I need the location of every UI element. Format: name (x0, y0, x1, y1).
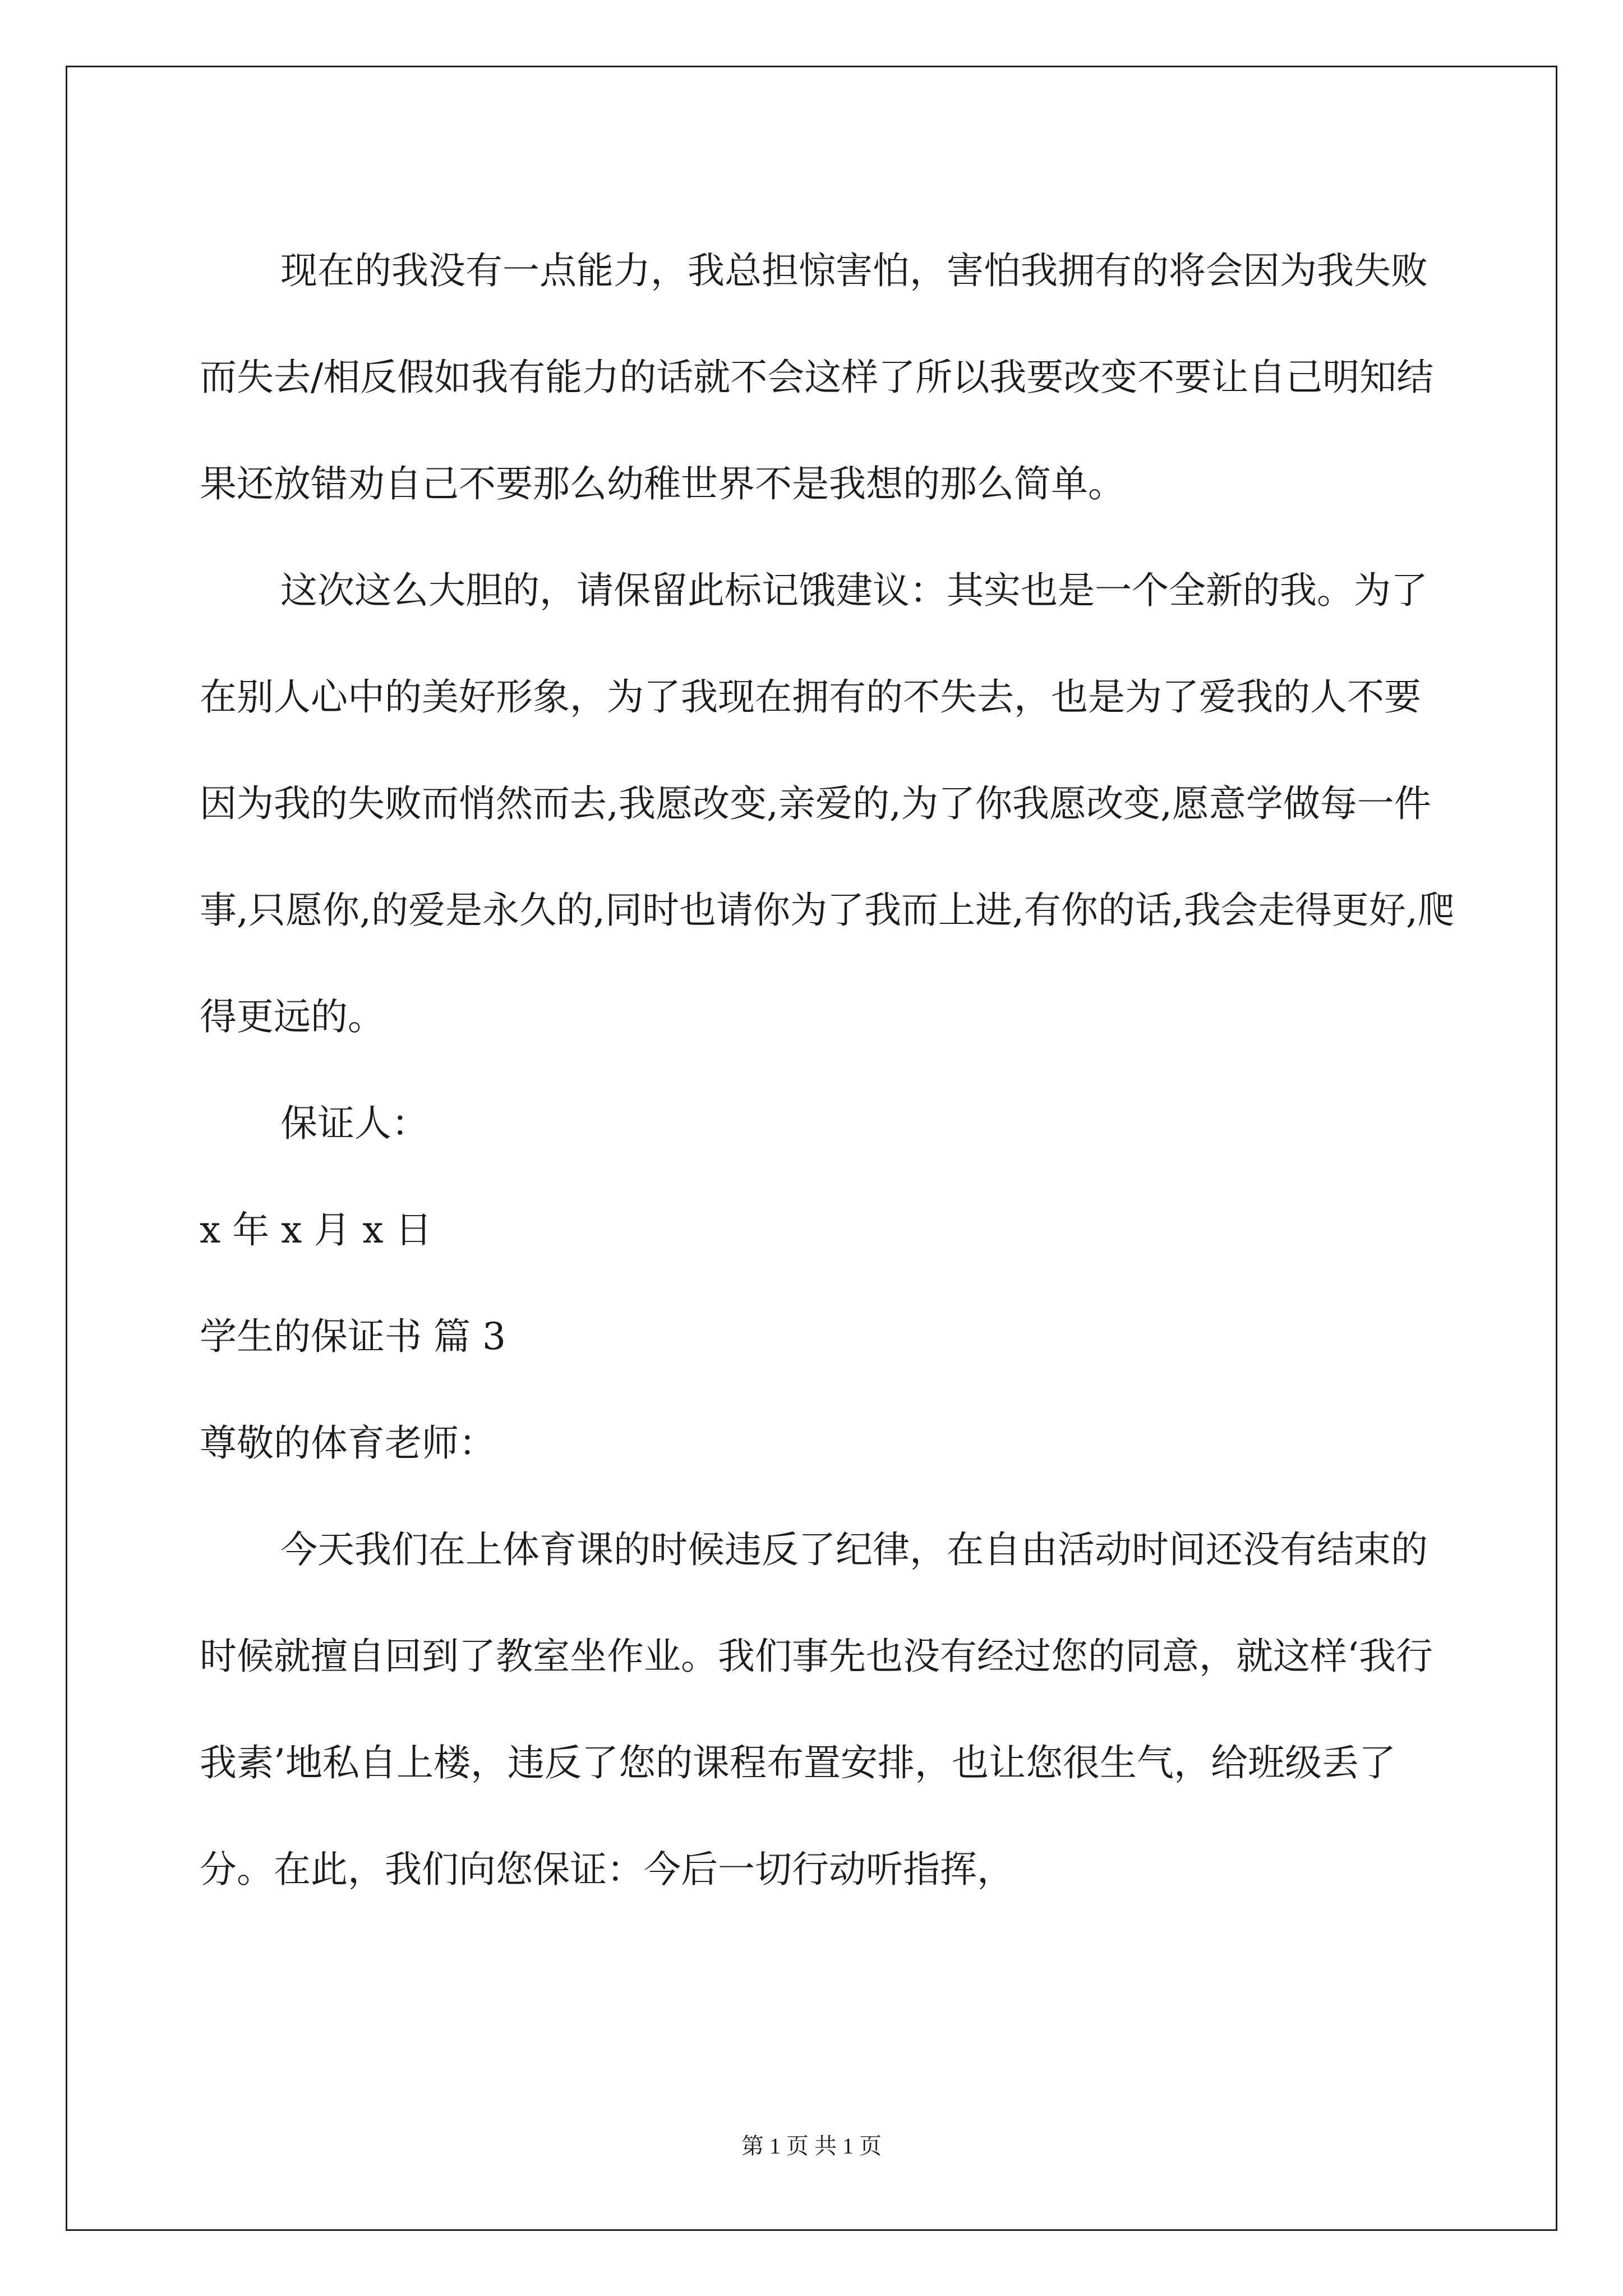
paragraph-pe-class: 今天我们在上体育课的时候违反了纪律，在自由活动时间还没有结束的时候就擅自回到了教室坐作业。我们事先也没有经过您的同意，就这样‘我行我素’地私自上楼，违反了您的课程布置安排，也让您很生气，给班级丢了分。在此，我们向您保证：今后一切行动听指挥， (200, 1528, 1433, 1891)
page-footer: 第 1 页 共 1 页 (741, 2133, 882, 2159)
paragraph-ability: 现在的我没有一点能力，我总担惊害怕，害怕我拥有的将会因为我失败而失去/相反假如我有能力的话就不会这样了所以我要改变不要让自己明知结果还放错劝自己不要那么幼稚世界不是我想的那么简单。 (200, 249, 1434, 505)
salutation: 尊敬的体育老师： (200, 1421, 496, 1465)
guarantor-line: 保证人： (280, 1102, 428, 1145)
section-heading: 学生的保证书 篇 3 (200, 1315, 506, 1358)
paragraph-change: 这次这么大胆的，请保留此标记饿建议：其实也是一个全新的我。为了在别人心中的美好形象，为了我现在拥有的不失去，也是为了爱我的人不要因为我的失败而悄然而去,我愿改变,亲爱的,为了你我愿改变,愿意学做每一件事,只愿你,的爱是永久的,同时也请你为了我而上进,有你的话,我会走得更好,爬得更远的。 (200, 569, 1455, 1038)
document-body (200, 218, 1456, 1923)
date-line: x 年 x 月 x 日 (200, 1208, 432, 1251)
